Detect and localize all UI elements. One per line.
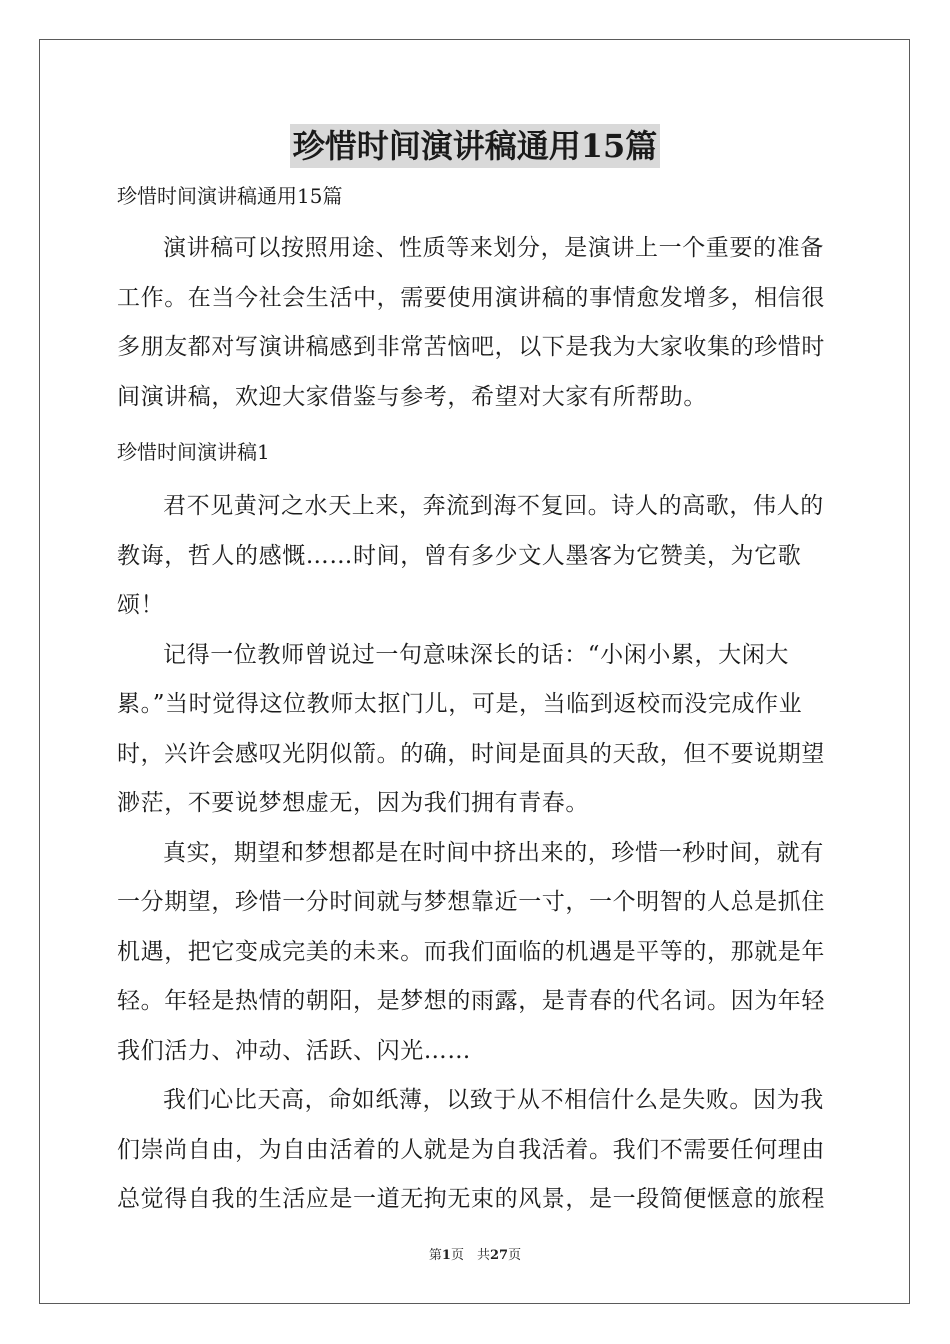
- section-heading: 珍惜时间演讲稿1: [117, 440, 270, 464]
- document-body: [117, 180, 837, 1225]
- body-paragraph-1: 君不见黄河之水天上来，奔流到海不复回。诗人的高歌，伟人的教诲，哲人的感慨……时间，曾有多少文人墨客为它赞美，为它歌颂！: [117, 493, 824, 618]
- body-paragraph-2: 记得一位教师曾说过一句意味深长的话：“小闲小累，大闲大累。”当时觉得这位教师太抠门儿，可是，当临到返校而没完成作业时，兴许会感叹光阴似箭。的确，时间是面具的天敌，但不要说期望渺茫，不要说梦想虚无，因为我们拥有青春。: [117, 641, 825, 816]
- page-footer: [0, 1247, 950, 1265]
- body-paragraph-4: 我们心比天高，命如纸薄，以致于从不相信什么是失败。因为我们崇尚自由，为自由活着的人就是为自我活着。我们不需要任何理由总觉得自我的生活应是一道无拘无束的风景，是一段简便惬意的旅程: [117, 1087, 825, 1212]
- body-paragraph-3: 真实，期望和梦想都是在时间中挤出来的，珍惜一秒时间，就有一分期望，珍惜一分时间就与梦想靠近一寸，一个明智的人总是抓住机遇，把它变成完美的未来。而我们面临的机遇是平等的，那就是年轻。年轻是热情的朝阳，是梦想的雨露，是青春的代名词。因为年轻我们活力、冲动、活跃、闪光……: [117, 839, 825, 1064]
- footer-prefix: 第: [428, 1248, 442, 1263]
- footer-mid: 页 共: [450, 1248, 490, 1263]
- footer-total-pages: 27: [489, 1248, 509, 1263]
- footer-suffix: 页: [508, 1248, 522, 1263]
- title-block: [0, 124, 950, 168]
- intro-paragraph: 演讲稿可以按照用途、性质等来划分，是演讲上一个重要的准备工作。在当今社会生活中，需要使用演讲稿的事情愈发增多，相信很多朋友都对写演讲稿感到非常苦恼吧，以下是我为大家收集的珍惜时间演讲稿，欢迎大家借鉴与参考，希望对大家有所帮助。: [117, 235, 825, 410]
- document-title: 珍惜时间演讲稿通用15篇: [290, 124, 661, 168]
- document-subtitle: 珍惜时间演讲稿通用15篇: [117, 184, 343, 208]
- footer-current-page: 1: [441, 1248, 451, 1263]
